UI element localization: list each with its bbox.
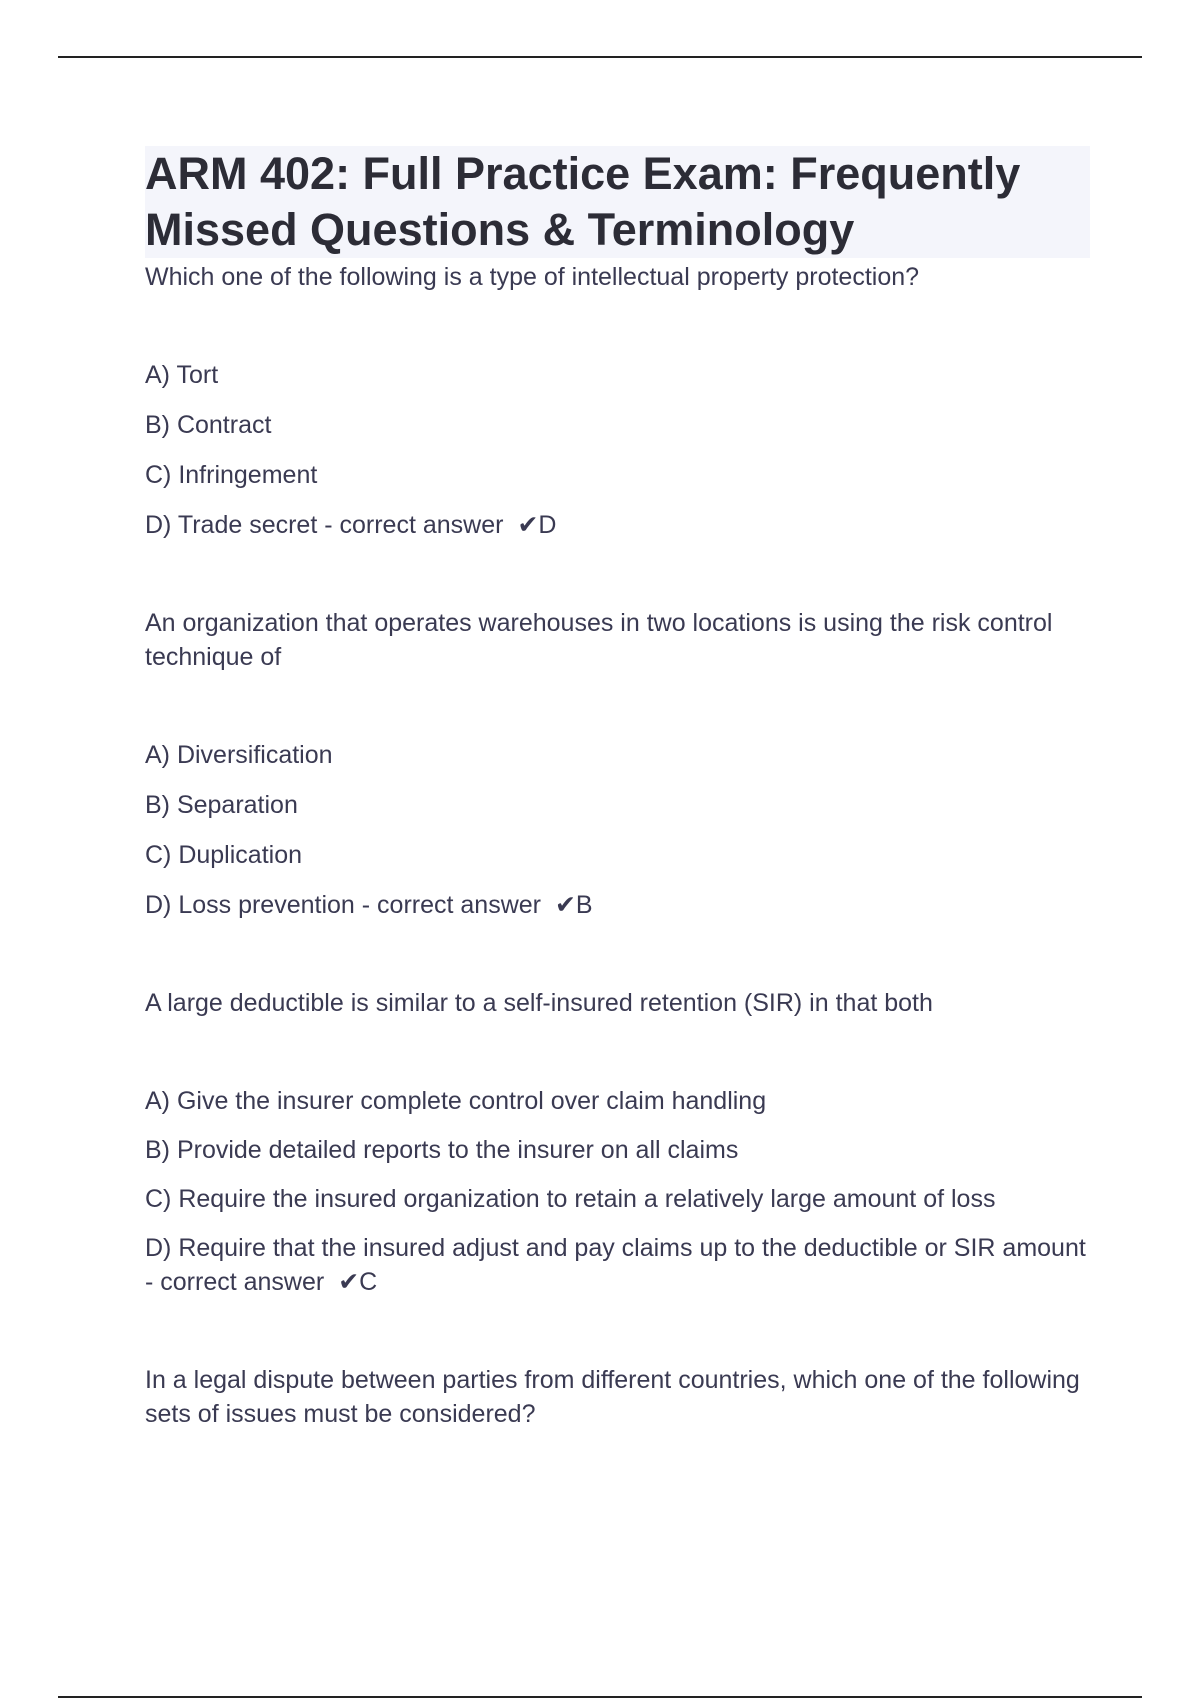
correct-answer-mark: ✔C	[338, 1268, 378, 1296]
option-d-text: D) Loss prevention - correct answer	[145, 891, 541, 919]
answer-options	[145, 1084, 1090, 1299]
option-d	[145, 888, 1090, 922]
answer-options	[145, 358, 1090, 542]
question-text: An organization that operates warehouses in two locations is using the risk control technique of	[145, 609, 1053, 671]
option-a: A) Tort	[145, 361, 219, 389]
option-b: B) Contract	[145, 411, 272, 439]
option-a: A) Give the insurer complete control over claim handling	[145, 1087, 767, 1115]
question-text: In a legal dispute between parties from different countries, which one of the following sets of issues must be considered?	[145, 1366, 1080, 1428]
question-block	[145, 986, 1090, 1299]
correct-answer-mark: ✔B	[554, 891, 593, 919]
correct-answer-mark: ✔D	[517, 511, 557, 539]
document-body	[145, 146, 1090, 1495]
option-b: B) Provide detailed reports to the insurer on all claims	[145, 1136, 739, 1164]
option-c: C) Require the insured organization to retain a relatively large amount of loss	[145, 1185, 996, 1213]
question-text: A large deductible is similar to a self-insured retention (SIR) in that both	[145, 989, 933, 1017]
option-d	[145, 508, 1090, 542]
option-b: B) Separation	[145, 791, 298, 819]
question-block	[145, 606, 1090, 922]
option-c: C) Infringement	[145, 461, 318, 489]
option-c: C) Duplication	[145, 841, 303, 869]
question-block	[145, 260, 1090, 542]
top-rule	[58, 56, 1142, 58]
answer-options	[145, 738, 1090, 922]
option-d-text: D) Trade secret - correct answer	[145, 511, 504, 539]
question-text: Which one of the following is a type of intellectual property protection?	[145, 263, 920, 291]
question-block	[145, 1363, 1090, 1431]
page-title: ARM 402: Full Practice Exam: Frequently Missed Questions & Terminology	[145, 146, 1090, 258]
option-a: A) Diversification	[145, 741, 333, 769]
option-d	[145, 1231, 1090, 1299]
option-d-text: D) Require that the insured adjust and pay claims up to the deductible or SIR amount - correct answer	[145, 1234, 1086, 1296]
bottom-rule	[58, 1696, 1142, 1698]
